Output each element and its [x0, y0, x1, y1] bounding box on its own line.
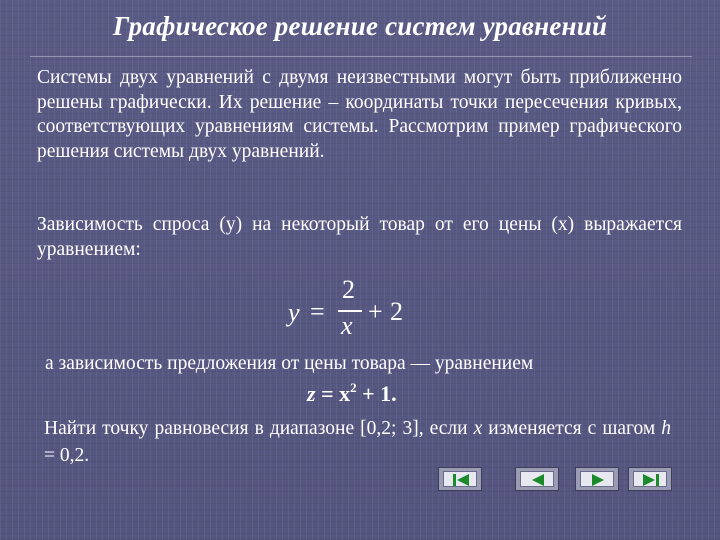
intro-paragraph: Системы двух уравнений с двумя неизвестными могут быть приближенно решены графически. Их решение – координаты точки пересечения кривых, соответствующих уравнениям системы. Рассмотрим пример графического решения системы двух уравнений.	[37, 67, 682, 162]
title-divider	[30, 56, 692, 57]
skip-back-icon	[443, 469, 479, 491]
next-slide-button[interactable]	[575, 467, 619, 491]
supply-formula-tail: + 1.	[356, 381, 397, 406]
slide-title: Графическое решение систем уравнений	[112, 11, 608, 41]
demand-formula	[288, 275, 428, 345]
formula-numerator: 2	[342, 275, 355, 304]
skip-forward-icon	[633, 469, 669, 491]
supply-formula-lhs: z	[307, 381, 316, 406]
last-slide-button[interactable]	[628, 467, 672, 491]
task-text-end: = 0,2.	[44, 445, 90, 466]
supply-paragraph: а зависимость предложения от цены товара — уравнением	[45, 353, 534, 374]
formula-constant: 2	[390, 297, 403, 326]
formula-equals: =	[310, 297, 325, 326]
previous-slide-button[interactable]	[515, 467, 559, 491]
triangle-right-icon	[580, 469, 616, 491]
task-paragraph	[44, 415, 671, 469]
formula-plus: +	[368, 297, 383, 326]
formula-lhs: y	[288, 298, 300, 327]
task-text-start: Найти точку равновесия в диапазоне [0,2; 3], если	[44, 418, 474, 439]
supply-formula-exponent: 2	[350, 380, 357, 395]
triangle-left-icon	[520, 469, 556, 491]
supply-formula-body: = x	[315, 381, 351, 406]
first-slide-button[interactable]	[438, 467, 482, 491]
supply-formula	[307, 380, 397, 407]
formula-denominator: x	[341, 311, 353, 340]
task-variable: x	[473, 418, 483, 439]
task-text-middle: изменяется с шагом	[482, 418, 662, 439]
task-step-variable: h	[661, 418, 672, 439]
demand-paragraph: Зависимость спроса (у) на некоторый товар от его цены (х) выражается уравнением:	[37, 214, 682, 260]
